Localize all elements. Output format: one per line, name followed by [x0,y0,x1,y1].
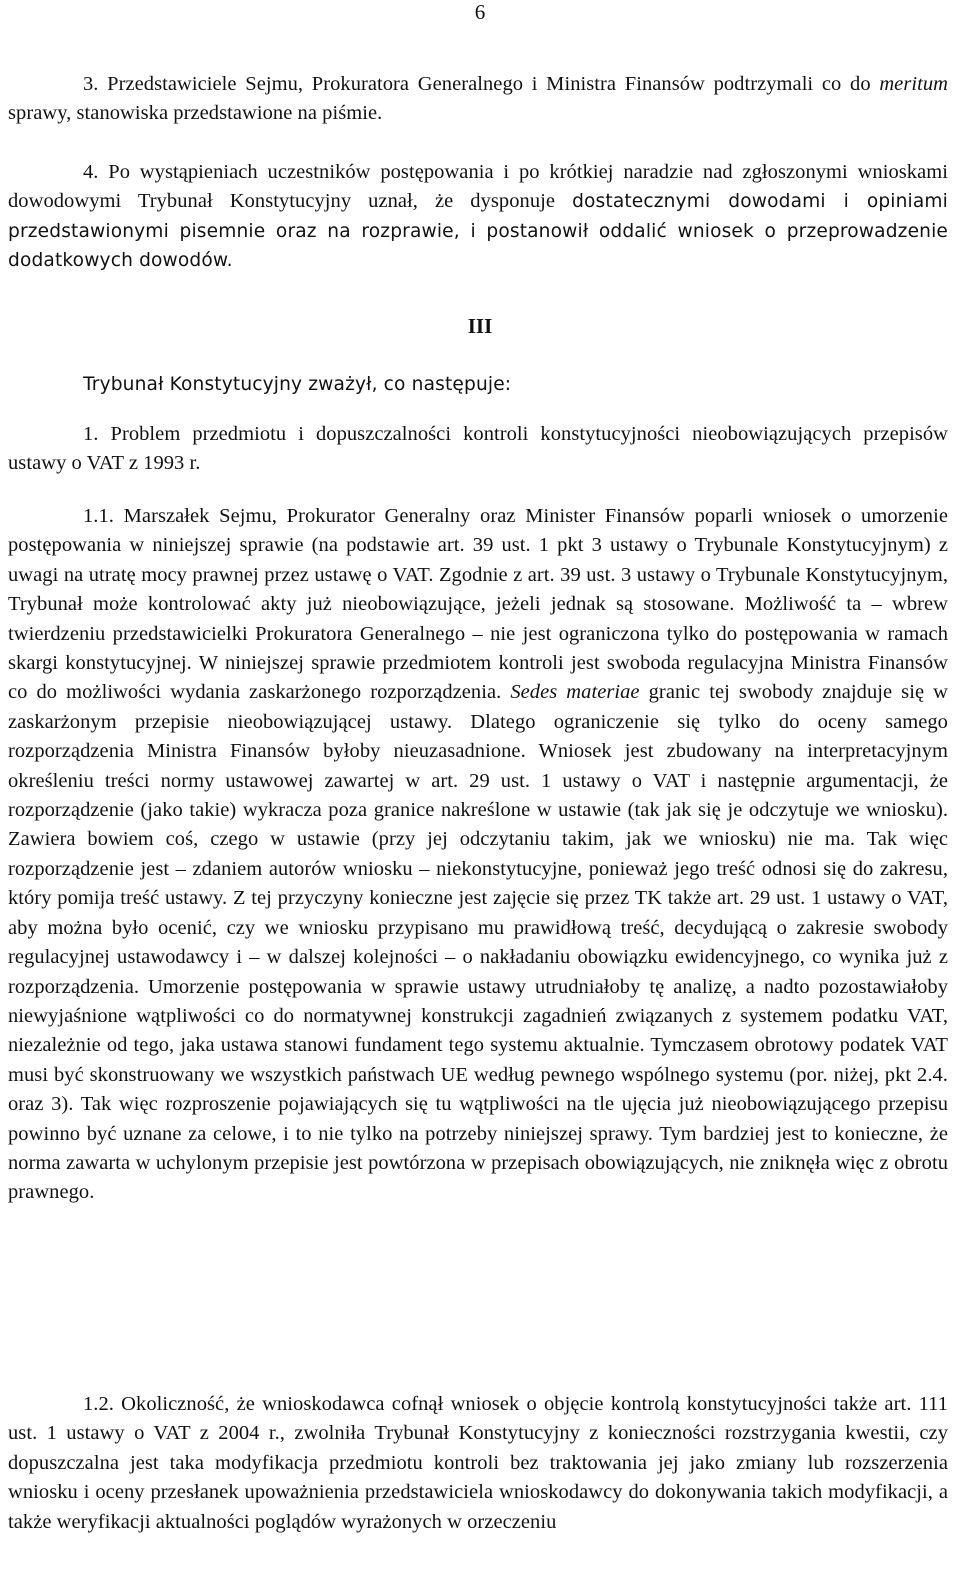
paragraph-1-1-text-end: granic tej swobody znajduje się w zaskarżonym przepisie nieobowiązującej ustawy. Dlatego ograniczenie się tylko do oceny samego rozporządzenia Ministra Finansów byłoby nieuzasadnione. Wniosek jest zbudowany na interpretacyjnym określeniu treści normy ustawowej zawartej w art. 29 ust. 1 ustawy o VAT i następnie argumentacji, że rozporządzenie (jako takie) wykracza poza granice nakreślone w ustawie (tak jak się je odczytuje we wniosku). Zawiera bowiem coś, czego w ustawie (przy jej odczytaniu takim, jak we wniosku) nie ma. Tak więc rozporządzenie jest – zdaniem autorów wniosku – niekonstytucyjne, ponieważ jego treść odnosi się do zakresu, który pomija treść ustawy. Z tej przyczyny konieczne jest zajęcie się przez TK także art. 29 ust. 1 ustawy o VAT, aby można było ocenić, czy we wniosku przypisano mu prawidłową treść, decydującą o zakresie swobody regulacyjnej ustawodawcy i – w dalszej kolejności – o nakładaniu obowiązku ewidencyjnego, co wynika już z rozporządzenia. Umorzenie postępowania w sprawie ustawy utrudniałoby tę analizę, a nadto pozostawiałoby niewyjaśnione wątpliwości co do normatywnej konstrukcji zagadnień związanych z systemem podatku VAT, niezależnie od tego, jaka ustawa stanowi fundament tego systemu aktualnie. Tymczasem obrotowy podatek VAT musi być skonstruowany we wszystkich państwach UE według pewnego wspólnego systemu (por. niżej, pkt 2.4. oraz 3). Tak więc rozproszenie pojawiających się tu wątpliwości na tle ujęcia już nieobowiązującego przepisu powinno być uznane za celowe, i to nie tylko na potrzeby niniejszej sprawy. Tym bardziej jest to konieczne, że norma zawarta w uchylonym przepisie jest powtórzona w przepisach obowiązujących, nie zniknęła więc z obrotu prawnego. [8,681,949,1204]
paragraph-4-serif-text: 4. Po wystąpieniach uczestników postępowania i po krótkiej naradzie nad zgłoszonymi wnioskami dowodowymi Trybunał Konstytucyjny uznał, że dysponuje [8,161,948,213]
paragraph-1-1-text: 1.1. Marszałek Sejmu, Prokurator Generalny oraz Minister Finansów poparli wniosek o umorzenie postępowania w niniejszej sprawie (na podstawie art. 39 ust. 1 pkt 3 ustawy o Trybunale Konstytucyjnym) z uwagi na utratę mocy prawnej przez ustawę o VAT. Zgodnie z art. 39 ust. 3 ustawy o Trybunale Konstytucyjnym, Trybunał może kontrolować akty już nieobowiązujące, jeżeli jednak są stosowane. Możliwość ta – wbrew twierdzeniu przedstawicielki Prokuratora Generalnego – nie jest ograniczona tylko do postępowania w ramach skargi konstytucyjnej. W niniejszej sprawie przedmiotem kontroli jest swoboda regulacyjna Ministra Finansów co do możliwości wydania zaskarżonego rozporządzenia. [8,505,948,704]
paragraph-1-1 [8,502,948,1208]
paragraph-1-2: 1.2. Okoliczność, że wnioskodawca cofnął wniosek o objęcie kontrolą konstytucyjności także art. 111 ust. 1 ustawy o VAT z 2004 r., zwolniła Trybunał Konstytucyjny z konieczności rozstrzygania kwestii, czy dopuszczalna jest taka modyfikacja przedmiotu kontroli bez traktowania jej jako zmiany lub rozszerzenia wniosku i oceny przesłanek upoważnienia przedstawiciela wnioskodawcy do dokonywania takich modyfikacji, a także weryfikacji aktualności poglądów wyrażonych w orzeczeniu [8,1393,948,1533]
paragraph-4 [8,158,948,276]
paragraph-3-italic: meritum [879,73,948,95]
page-number: 6 [474,0,486,24]
paragraph-4-sans-text: dostatecznymi dowodami i opiniami przedstawionymi pisemnie oraz na rozprawie, i postanowił oddalić wniosek o przeprowadzenie dodatkowych dowodów. [8,191,948,272]
paragraph-3 [8,70,948,129]
section-1-title: 1. Problem przedmiotu i dopuszczalności kontroli konstytucyjności nieobowiązujących przepisów ustawy o VAT z 1993 r. [8,423,948,475]
paragraph-1-1-italic: Sedes materiae [510,681,640,704]
paragraph-3-text-end: sprawy, stanowiska przedstawione na piśmie. [8,102,383,125]
section-heading: III [467,314,493,338]
considered-line: Trybunał Konstytucyjny zważył, co następuje: [83,374,512,395]
paragraph-3-text: 3. Przedstawiciele Sejmu, Prokuratora Generalnego i Ministra Finansów podtrzymali co do [83,73,880,95]
